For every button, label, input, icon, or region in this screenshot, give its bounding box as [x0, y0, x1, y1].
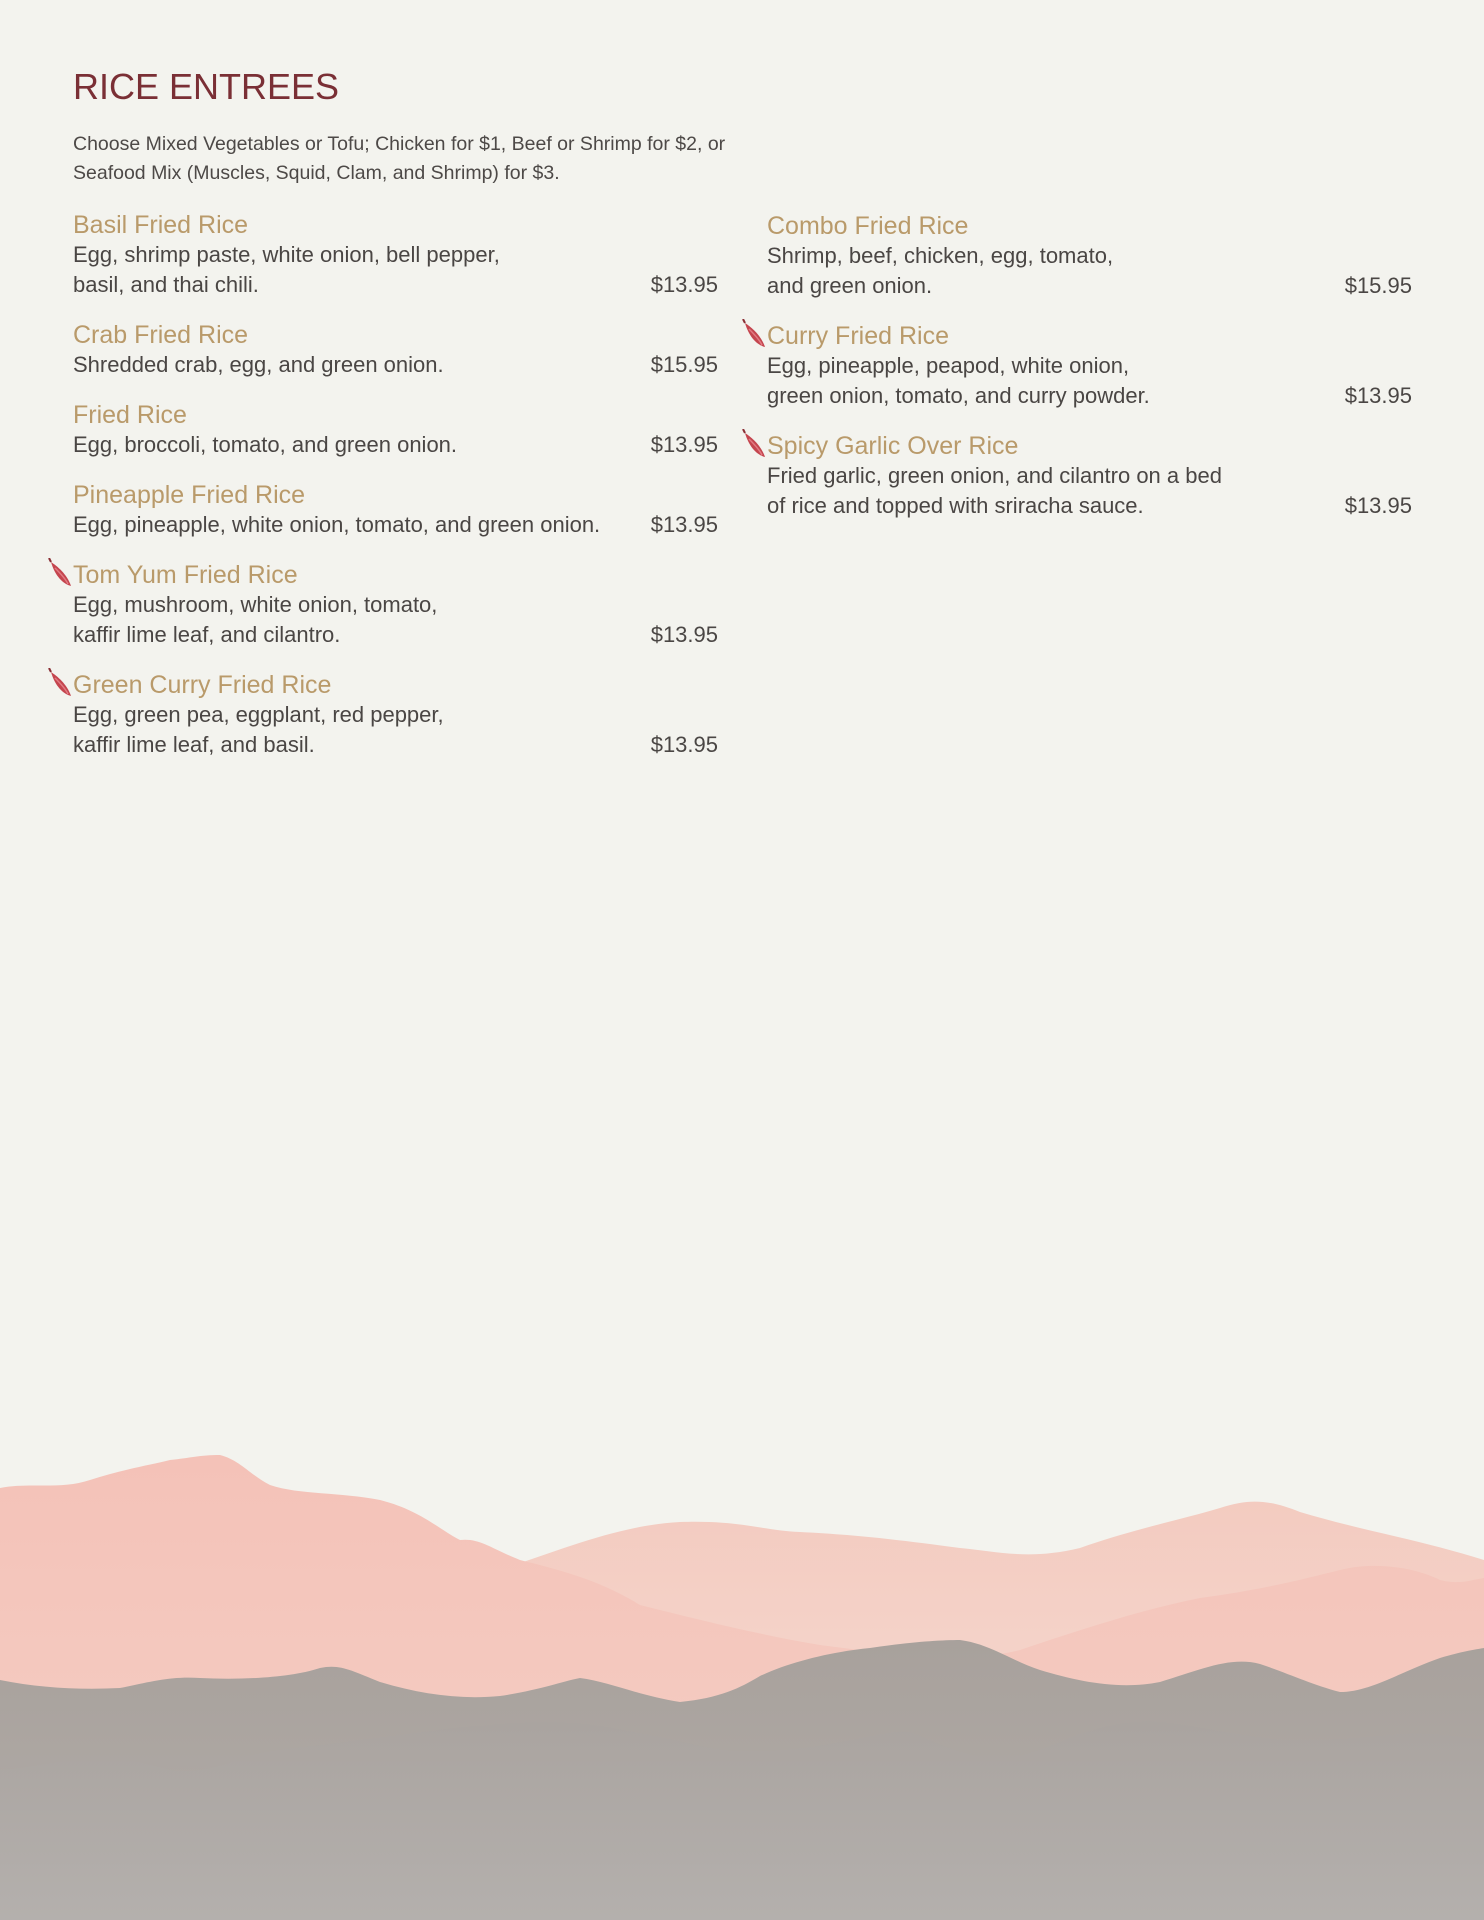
menu-item — [73, 210, 718, 300]
menu-column-left — [73, 210, 718, 780]
menu-item — [73, 320, 718, 380]
menu-item-name: Pineapple Fried Rice — [73, 481, 306, 509]
chili-pepper-icon — [47, 668, 75, 700]
menu-item-description: Shrimp, beef, chicken, egg, tomato, and green onion. — [767, 243, 1114, 298]
menu-item — [73, 560, 718, 650]
menu-item — [73, 480, 718, 540]
menu-item — [767, 431, 1412, 521]
menu-item-description: Egg, mushroom, white onion, tomato, kaffir lime leaf, and cilantro. — [73, 592, 438, 647]
menu-item-description: Egg, pineapple, peapod, white onion, green onion, tomato, and curry powder. — [767, 353, 1150, 408]
menu-item-description: Egg, pineapple, white onion, tomato, and green onion. — [73, 512, 601, 537]
menu-item-name: Curry Fried Rice — [767, 322, 949, 350]
menu-item-name: Green Curry Fried Rice — [73, 671, 332, 699]
menu-item-price: $15.95 — [1344, 273, 1412, 298]
menu-item-description: Shredded crab, egg, and green onion. — [73, 352, 444, 377]
mountains-illustration — [0, 1420, 1484, 1920]
menu-column-right — [767, 211, 1412, 541]
section-intro: Choose Mixed Vegetables or Tofu; Chicken for $1, Beef or Shrimp for $2, or Seafood Mix (Muscles, Squid, Clam, and Shrimp) for $3. — [73, 133, 726, 184]
menu-item-price: $15.95 — [650, 352, 718, 377]
menu-item — [73, 670, 718, 760]
menu-item — [73, 400, 718, 460]
menu-item — [767, 211, 1412, 301]
menu-item-name: Tom Yum Fried Rice — [73, 561, 298, 589]
menu-item-price: $13.95 — [1344, 493, 1412, 518]
menu-item-description: Egg, green pea, eggplant, red pepper, kaffir lime leaf, and basil. — [73, 702, 444, 757]
menu-item-price: $13.95 — [650, 272, 718, 297]
menu-item-price: $13.95 — [650, 512, 718, 537]
menu-item-price: $13.95 — [650, 622, 718, 647]
menu-item-price: $13.95 — [650, 732, 718, 757]
menu-item-description: Fried garlic, green onion, and cilantro on a bed of rice and topped with sriracha sauce. — [767, 463, 1222, 518]
menu-item-name: Fried Rice — [73, 401, 187, 429]
menu-item-description: Egg, broccoli, tomato, and green onion. — [73, 432, 458, 457]
menu-item-price: $13.95 — [650, 432, 718, 457]
menu-item-description: Egg, shrimp paste, white onion, bell pepper, basil, and thai chili. — [73, 242, 500, 297]
menu-item-name: Basil Fried Rice — [73, 211, 249, 239]
chili-pepper-icon — [741, 319, 769, 351]
section-title: RICE ENTREES — [73, 66, 340, 107]
menu-item — [767, 321, 1412, 411]
menu-item-name: Crab Fried Rice — [73, 321, 249, 349]
chili-pepper-icon — [47, 558, 75, 590]
menu-item-name: Combo Fried Rice — [767, 212, 969, 240]
menu-item-price: $13.95 — [1344, 383, 1412, 408]
menu-item-name: Spicy Garlic Over Rice — [767, 432, 1019, 460]
chili-pepper-icon — [741, 429, 769, 461]
